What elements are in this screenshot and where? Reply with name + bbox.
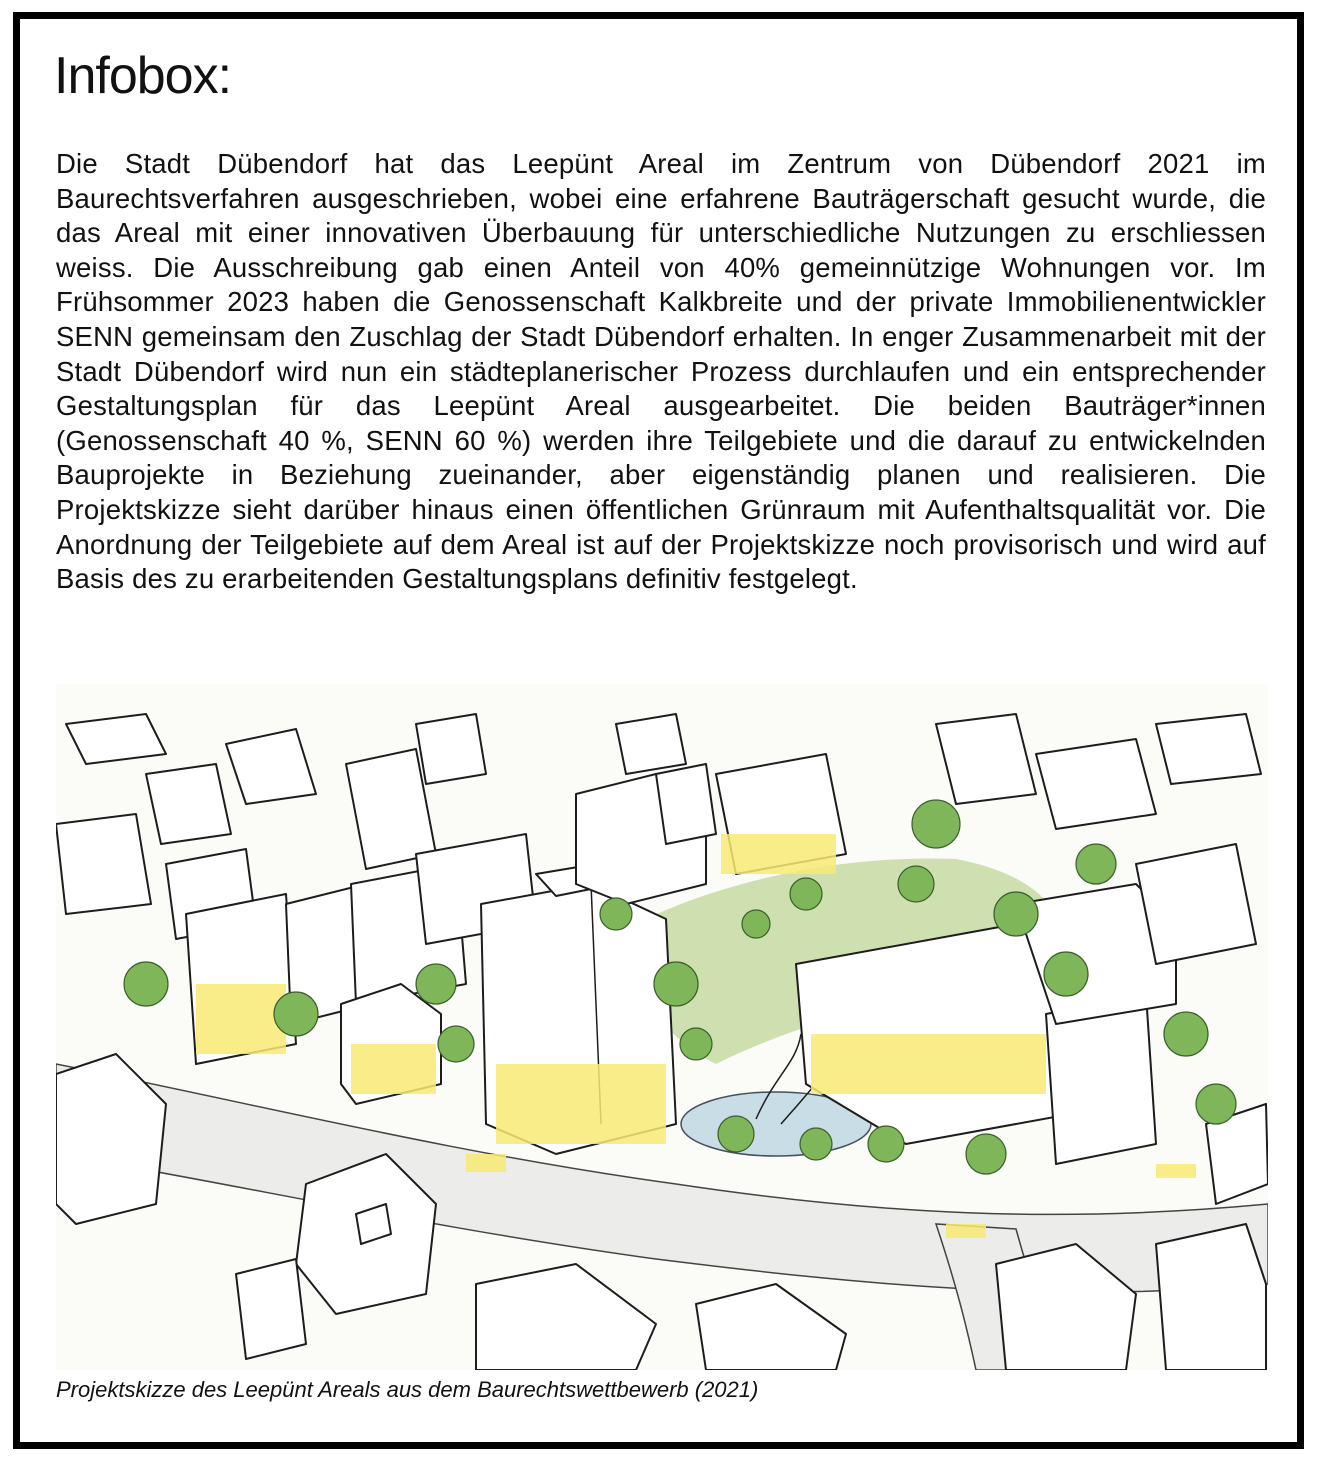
infobox-title: Infobox: (54, 47, 232, 105)
sketch-caption: Projektskizze des Leepünt Areals aus dem Baurechtswettbewerb (2021) (56, 1377, 759, 1402)
infobox-body-text: Die Stadt Dübendorf hat das Leepünt Areal im Zentrum von Dübendorf 2021 im Baurechtsverfahren ausgeschrieben, wobei eine erfahrene Bauträgerschaft gesucht wurde, die das Areal mit einer innovativen Überbauung für unterschiedliche Nutzungen zu erschliessen weiss. Die Ausschreibung gab einen Anteil von 40% gemeinnützige Wohnungen vor. Im Frühsommer 2023 haben die Genossenschaft Kalkbreite und der private Immobilienentwickler SENN gemeinsam den Zuschlag der Stadt Dübendorf erhalten. In enger Zusammenarbeit mit der Stadt Dübendorf wird nun ein städteplanerischer Prozess durchlaufen und ein entsprechender Gestaltungsplan für das Leepünt Areal ausgearbeitet. Die beiden Bauträger*innen (Genossenschaft 40 %, SENN 60 %) werden ihre Teilgebiete und die darauf zu entwickelnden Bauprojekte in Beziehung zueinander, aber eigenständig planen und realisieren. Die Projektskizze sieht darüber hinaus einen öffentlichen Grünraum mit Aufenthaltsqualität vor. Die Anordnung der Teilgebiete auf dem Areal ist auf der Projektskizze noch provisorisch und wird auf Basis des zu erarbeitenden Gestaltungsplans definitiv festgelegt. (56, 148, 1266, 595)
project-sketch-illustration (56, 684, 1268, 1370)
